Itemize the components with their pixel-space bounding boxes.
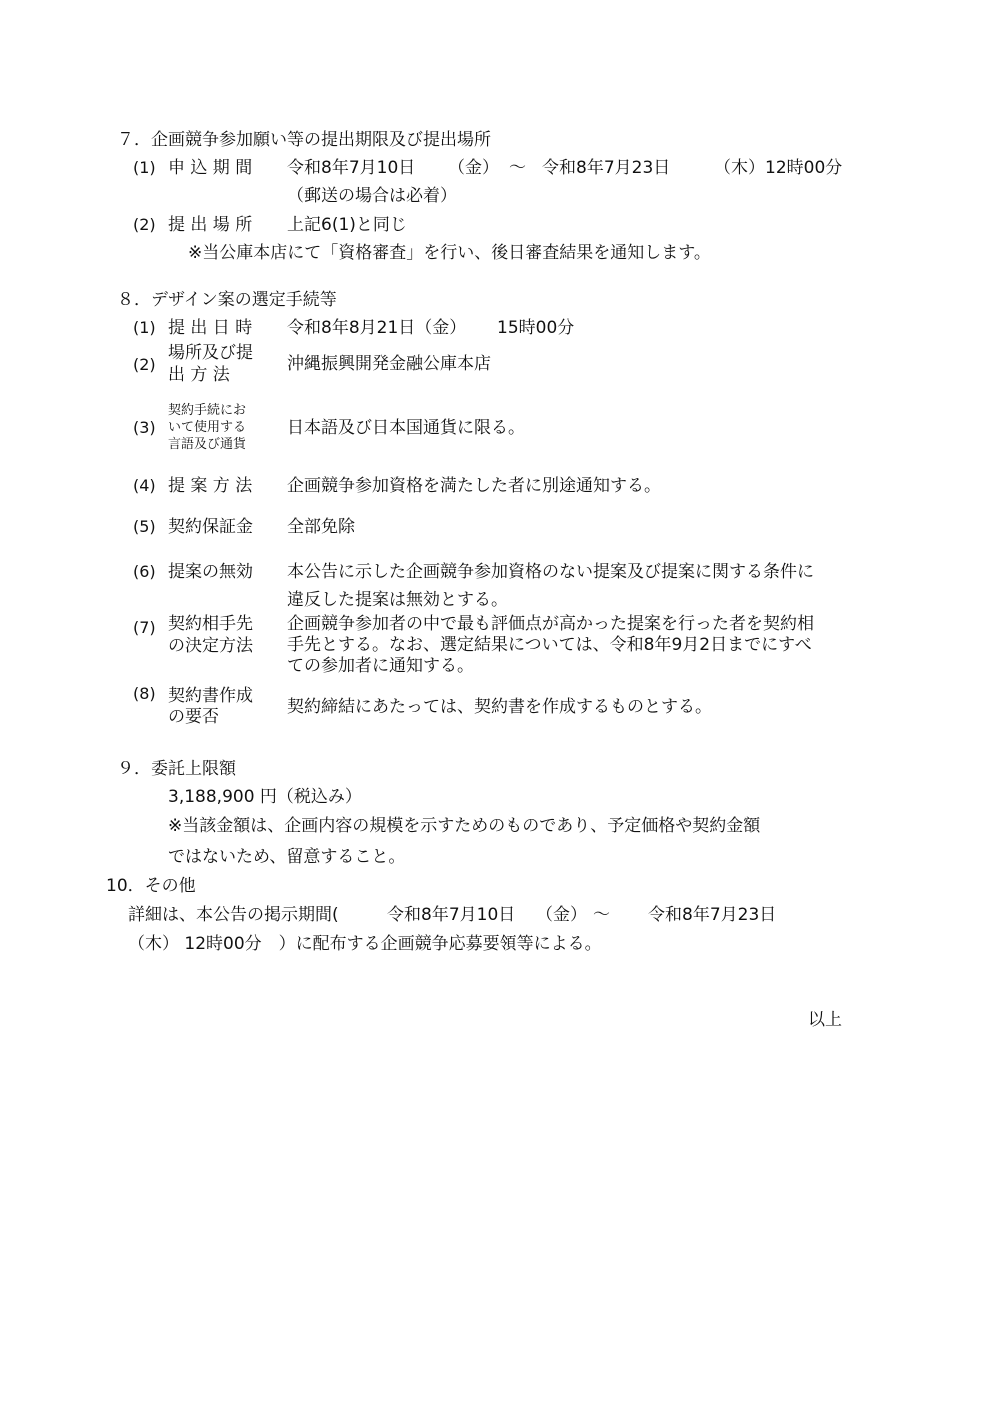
posting-period-start-day: （金） [536,905,587,925]
other-text: 詳細は、本公告の掲示期間( [128,905,339,925]
item-number: (6) [133,562,156,581]
contract-deposit-value: 全部免除 [287,517,355,537]
submission-date: 令和8年8月21日（金） [287,318,467,338]
item-number: (1) [133,318,156,337]
item-number: (7) [133,618,156,637]
item-number: (4) [133,476,156,495]
submission-place-label: 提 出 場 所 [168,215,253,235]
language-currency-value: 日本語及び日本国通貨に限る。 [287,418,525,438]
submission-datetime-label: 提 出 日 時 [168,318,253,338]
place-method-label: 場所及び提 [168,343,253,363]
proposal-method-label: 提 案 方 法 [168,476,253,496]
counterparty-method-label: 契約相手先 [168,614,253,634]
contract-document-label: の要否 [168,707,219,727]
budget-note: ※当該金額は、企画内容の規模を示すためのものであり、予定価格や契約金額 [168,816,761,836]
screening-note: ※当公庫本店にて「資格審査」を行い、後日審査結果を通知します。 [188,243,711,263]
language-currency-label: 言語及び通貨 [168,437,247,452]
place-method-label: 出 方 法 [168,365,230,385]
item-number: (5) [133,517,156,536]
posting-period-start: 令和8年7月10日 [387,905,516,925]
invalid-proposal-label: 提案の無効 [168,562,253,582]
contract-document-value: 契約締結にあたっては、契約書を作成するものとする。 [287,697,712,717]
language-currency-label: 契約手続にお [168,403,247,418]
other-text: （木） 12時00分 ）に配布する企画競争応募要領等による。 [128,934,602,954]
counterparty-method-text: 手先とする。なお、選定結果については、令和8年9月2日までにすべ [287,635,812,655]
item-number: (2) [133,215,156,234]
application-period-start: 令和8年7月10日 [287,158,416,178]
submission-time: 15時00分 [497,318,575,338]
application-period-label: 申 込 期 間 [168,158,253,178]
counterparty-method-text: ての参加者に通知する。 [287,656,474,676]
invalid-proposal-text: 違反した提案は無効とする。 [287,590,508,610]
section-9-heading: ９．委託上限額 [117,759,236,779]
invalid-proposal-text: 本公告に示した企画競争参加資格のない提案及び提案に関する条件に [287,562,814,582]
submission-place-value: 上記6(1)と同じ [287,215,407,235]
application-period-end: 令和8年7月23日 [542,158,671,178]
contract-deposit-label: 契約保証金 [168,517,253,537]
application-period-end-time: （木）12時00分 [714,158,843,178]
counterparty-method-label: の決定方法 [168,636,253,656]
place-method-value: 沖縄振興開発金融公庫本店 [287,354,491,374]
item-number: (1) [133,158,156,177]
application-period-start-day: （金） [448,158,499,178]
language-currency-label: いて使用する [168,420,247,435]
range-tilde: ～ [509,158,526,178]
contract-document-label: 契約書作成 [168,686,253,706]
item-number: (2) [133,355,156,374]
section-7-heading: ７．企画競争参加願い等の提出期限及び提出場所 [117,130,491,150]
range-tilde: ～ [593,905,610,925]
mail-note: （郵送の場合は必着） [287,186,457,206]
posting-period-end: 令和8年7月23日 [648,905,777,925]
counterparty-method-text: 企画競争参加者の中で最も評価点が高かった提案を行った者を契約相 [287,614,814,634]
section-10-heading: 10．その他 [106,876,196,896]
item-number: (3) [133,418,156,437]
item-number: (8) [133,684,156,703]
budget-note: ではないため、留意すること。 [168,847,406,867]
section-8-heading: ８．デザイン案の選定手続等 [117,290,337,310]
proposal-method-value: 企画競争参加資格を満たした者に別途通知する。 [287,476,661,496]
closing-mark: 以上 [808,1010,842,1030]
budget-amount: 3,188,900 円（税込み） [168,787,362,807]
